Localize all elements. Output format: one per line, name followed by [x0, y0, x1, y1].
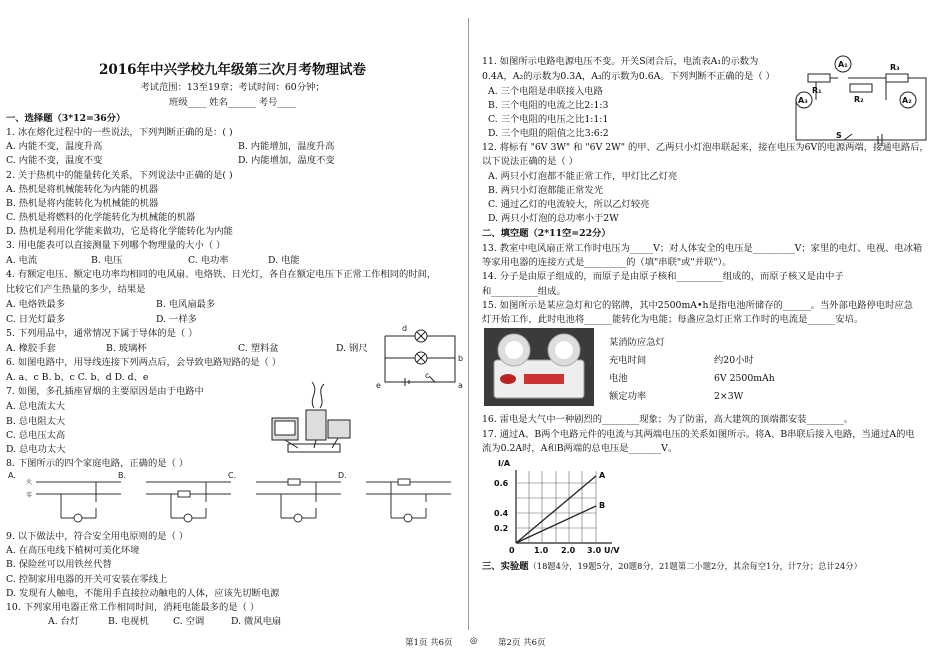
q2-option-a: A. 热机是将机械能转化为内能的机器: [6, 184, 159, 195]
page-footer-right: 第2页 共6页: [498, 638, 546, 648]
q8-label-d: D.: [338, 471, 347, 480]
q9-option-c: C. 控制家用电器的开关可安装在零线上: [6, 574, 168, 585]
page-footer-left: 第1页 共6页: [405, 638, 453, 648]
section-choice-heading: 一、选择题（3*12=36分）: [6, 113, 126, 124]
r2-label: R₂: [854, 95, 864, 104]
circuit-label-d: d: [402, 324, 408, 333]
emergency-lamp-photo: [484, 328, 594, 406]
q2-option-b: B. 热机是将内能转化为机械能的机器: [6, 198, 159, 209]
x-tick: 2.0: [561, 546, 576, 555]
question-15-line2: 灯开始工作，此时电池将______能转化为电能；每盏应急灯正常工作时的电流是______安培。: [482, 314, 864, 325]
q2-option-d: D. 热机是利用化学能来做功，它是将化学能转化为内能: [6, 226, 233, 237]
q11-option-d: D. 三个电阻的阻值之比3:6:2: [488, 128, 609, 139]
footer-mark: ◎: [470, 636, 478, 646]
exam-subtitle: 考试范围：13至19章；考试时间：60分钟；: [140, 82, 325, 93]
question-13-line2: 等家用电器的连接方式是_________的（填"串联"或"并联"）。: [482, 257, 732, 268]
question-9: 9. 以下做法中，符合安全用电原则的是（ ）: [6, 531, 189, 542]
circuit-label-c: c: [425, 371, 430, 380]
question-1: 1. 冰在熔化过程中的一些说法，下列判断正确的是：( ): [6, 127, 233, 138]
q10-option-d: D. 微风电扇: [231, 616, 282, 627]
circuit-label-b: b: [458, 354, 464, 363]
y-tick: 0.2: [494, 524, 509, 533]
q3-options: [6, 255, 461, 268]
right-page: [474, 0, 944, 671]
a1-label: A₁: [838, 60, 848, 69]
line-b-label: B: [599, 501, 606, 510]
section-experiment-heading: 三、实验题: [482, 561, 529, 572]
question-12-line1: 12. 将标有 "6V 3W" 和 "6V 2W" 的甲、乙两只小灯泡串联起来，接在电压为6V的电源两端，接通电路后，: [482, 142, 929, 153]
question-8: 8. 下图所示的四个家庭电路，正确的是（ ）: [6, 458, 189, 469]
lamp-nameplate: [609, 334, 775, 406]
household-circuits: [6, 470, 461, 528]
smoking-socket-illustration: [268, 378, 358, 458]
q7-option-b: B. 总电阻太大: [6, 416, 66, 427]
switch-s-label: S: [836, 131, 842, 140]
question-3: 3. 用电能表可以直接测量下列哪个物理量的大小（ ）: [6, 240, 226, 251]
q11-option-c: C. 三个电阻的电压之比1:1:1: [488, 114, 609, 125]
question-17-line2: 流为0.2A时，A和B两端的总电压是_______V。: [482, 443, 678, 454]
wire-live-label: 火: [26, 479, 33, 486]
left-page: [0, 0, 465, 671]
iv-graph: [484, 456, 624, 556]
a3-label: A₃: [798, 96, 808, 105]
q1-option-c: C. 内能不变，温度不变: [6, 155, 103, 166]
q12-option-b: B. 两只小灯泡都能正常发光: [488, 185, 604, 196]
short-circuit-diagram: [375, 322, 465, 390]
question-2: 2. 关于热机中的能量转化关系，下列说法中正确的是( ): [6, 170, 233, 181]
q3-option-c: C. 电功率: [188, 255, 229, 266]
q10-option-c: C. 空调: [173, 616, 205, 627]
section-fill-heading: 二、填空题（2*11空=22分）: [482, 228, 611, 239]
q11-option-a: A. 三个电阻是串联接入电路: [488, 86, 603, 97]
question-16: 16. 雷电是大气中一种剧烈的________现象；为了防雷，高大建筑的顶端都安装________。: [482, 414, 854, 425]
circuit-label-e: e: [376, 381, 381, 390]
q1-option-b: B. 内能增加，温度升高: [238, 141, 335, 152]
q8-label-a: A.: [8, 471, 16, 480]
q10-options: [48, 616, 348, 629]
origin-label: 0: [509, 546, 515, 555]
nameplate-title: 某消防应急灯: [609, 337, 665, 348]
q5-options: [6, 343, 386, 356]
y-tick: 0.4: [494, 509, 509, 518]
q3-option-a: A. 电流: [6, 255, 38, 266]
q4-option-c: C. 日光灯最多: [6, 314, 66, 325]
q6-options: A. a、c B. b、c C. b、d D. d、e: [6, 372, 149, 383]
q9-option-d: D. 发现有人触电，不能用手直接拉动触电的人体，应该先切断电源: [6, 588, 280, 599]
a2-label: A₂: [902, 96, 912, 105]
q1-options: [6, 141, 461, 167]
q10-option-a: A. 台灯: [48, 616, 80, 627]
ammeter-resistor-circuit: [786, 48, 936, 148]
q1-option-a: A. 内能不变，温度升高: [6, 141, 103, 152]
y-tick: 0.6: [494, 479, 509, 488]
question-7: 7. 如图，多孔插座冒烟的主要原因是由于电路中: [6, 386, 204, 397]
r1-label: R₁: [812, 86, 822, 95]
q5-option-c: C. 塑料盆: [238, 343, 279, 354]
page-divider: [468, 18, 469, 630]
q12-option-d: D. 两只小灯泡的总功率小于2W: [488, 213, 619, 224]
question-14-line2: 和__________组成。: [482, 286, 566, 297]
question-4-line2: 比较它们产生热量的多少，结果是: [6, 284, 146, 295]
exam-title: 2016年中兴学校九年级第三次月考物理试卷: [98, 62, 367, 78]
q3-option-d: D. 电能: [268, 255, 300, 266]
question-6: 6. 如图电路中，用导线连接下列两点后，会导致电路短路的是（ ）: [6, 357, 282, 368]
q4-option-b: B. 电风扇最多: [156, 299, 216, 310]
q8-label-b: B.: [118, 471, 127, 480]
nameplate-row: 电池 6V 2500mAh: [609, 373, 775, 384]
student-info: 班级____ 姓名______ 考号____: [169, 97, 296, 108]
q7-option-d: D. 总电功太大: [6, 444, 66, 455]
question-4-line1: 4. 有额定电压、额定电功率均相同的电风扇、电烙铁、日光灯，各自在额定电压下正常工作相同的时间，: [6, 269, 437, 280]
q4-option-d: D. 一样多: [156, 314, 197, 325]
q12-option-a: A. 两只小灯泡都不能正常工作，甲灯比乙灯亮: [488, 171, 678, 182]
q5-option-b: B. 玻璃杯: [106, 343, 147, 354]
question-14-line1: 14. 分子是由原子组成的，而原子是由原子核和__________组成的，而原子核又是由中子: [482, 271, 844, 282]
q8-label-c: C.: [228, 471, 237, 480]
x-tick: 1.0: [534, 546, 549, 555]
wire-neutral-label: 零: [26, 492, 33, 499]
q5-option-d: D. 钢尺: [336, 343, 368, 354]
circuit-label-a: a: [458, 381, 463, 390]
section-experiment-note: （18题4分，19题5分，20题8分，21题第二小题2分，其余每空1分，计7分；总计24分）: [528, 561, 862, 571]
question-13-line1: 13. 教室中电风扇正常工作时电压为_____V；对人体安全的电压是_________V；家里的电灯、电视、电冰箱: [482, 243, 923, 254]
q4-option-a: A. 电烙铁最多: [6, 299, 66, 310]
q2-option-c: C. 热机是将燃料的化学能转化为机械能的机器: [6, 212, 196, 223]
q7-option-c: C. 总电压太高: [6, 430, 66, 441]
q9-option-a: A. 在高压电线下植树可美化环境: [6, 545, 140, 556]
q5-option-a: A. 橡胶手套: [6, 343, 56, 354]
question-12-line2: 以下说法正确的是（ ）: [482, 156, 578, 167]
q1-option-d: D. 内能增加，温度不变: [238, 155, 335, 166]
q12-option-c: C. 通过乙灯的电流较大，所以乙灯较亮: [488, 199, 650, 210]
line-a-label: A: [599, 471, 606, 480]
question-11-line2: 0.4A，A₂的示数为0.3A，A₃的示数为0.6A。下列判断不正确的是（ ）: [482, 71, 775, 82]
y-axis-label: I/A: [498, 459, 511, 468]
x-tick: 3.0: [587, 546, 602, 555]
question-11-line1: 11. 如图所示电路电源电压不变。开关S闭合后，电流表A₁的示数为: [482, 56, 759, 67]
nameplate-row: 额定功率 2×3W: [609, 391, 744, 402]
x-axis-label: U/V: [604, 546, 620, 555]
nameplate-row: 充电时间 约20小时: [609, 355, 754, 366]
question-5: 5. 下列用品中，通常情况下属于导体的是（ ）: [6, 328, 198, 339]
question-10: 10. 下列家用电器正常工作相同时间，消耗电能最多的是（ ）: [6, 602, 260, 613]
question-15-line1: 15. 如图所示是某应急灯和它的铭牌，其中2500mA•h是指电池所储存的______。当外部电路停电时应急: [482, 300, 913, 311]
q11-option-b: B. 三个电阻的电流之比2:1:3: [488, 100, 609, 111]
q7-option-a: A. 总电流太大: [6, 401, 66, 412]
q10-option-b: B. 电视机: [108, 616, 149, 627]
question-17-line1: 17. 通过A、B两个电路元件的电流与其两端电压的关系如图所示。将A、B串联后接入电路，当通过A的电: [482, 429, 915, 440]
r3-label: R₃: [890, 63, 900, 72]
q3-option-b: B. 电压: [91, 255, 123, 266]
q9-option-b: B. 保险丝可以用铁丝代替: [6, 559, 112, 570]
section-experiment: [482, 560, 862, 573]
